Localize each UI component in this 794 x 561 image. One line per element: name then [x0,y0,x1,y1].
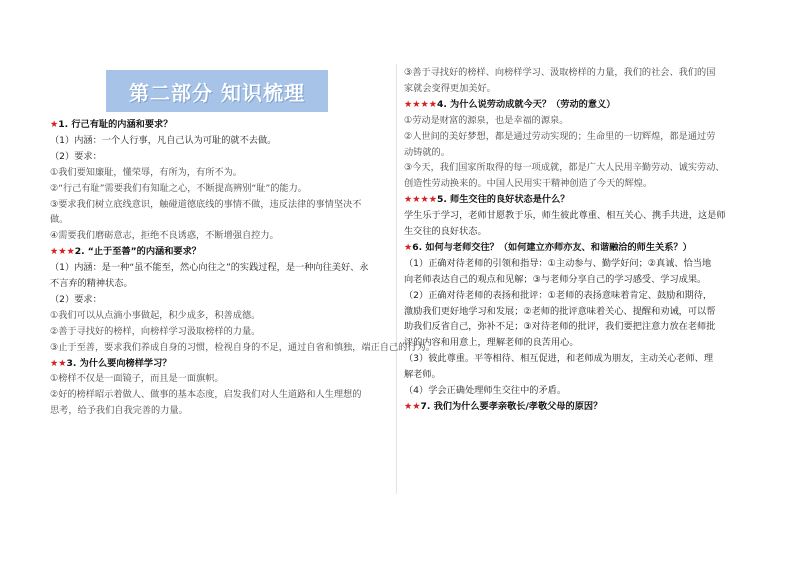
text-line [50,294,102,306]
line-text: （2）要求： [50,293,102,305]
text-line [50,230,279,242]
line-text: ②人世间的美好梦想，都是通过劳动实现的；生命里的一切辉煌，都是通过劳 [404,130,716,142]
text-line [50,405,188,417]
line-text: 解老师。 [404,369,441,381]
line-text: 5. 师生交往的良好状态是什么？ [436,194,570,206]
text-line [404,131,715,143]
question-heading [404,401,602,413]
line-text: ③善于寻找好的榜样、向榜样学习、汲取榜样的力量，我们的社会、我们的国 [404,67,716,78]
line-text: （2）要求： [50,150,102,162]
line-text: ①我们可以从点滴小事做起，积少成多，积善成德。 [50,309,261,321]
text-line [404,290,712,302]
text-line [50,373,224,385]
text-line [404,178,652,190]
line-text: 3. 为什么要向榜样学习？ [66,357,172,369]
importance-stars: ★ [404,241,413,253]
line-text: 1. 行己有耻的内涵和要求？ [58,119,173,130]
text-line [50,310,260,322]
text-line [50,262,369,274]
text-line [404,369,441,381]
text-line [50,199,361,211]
text-line [50,326,260,338]
line-text: 评的内容和用意上，理解老师的良苦用心。 [404,337,579,349]
line-text: （1）内涵：是一种“虽不能至，然心向往之”的实践过程，是一种向往美好、永 [50,262,369,274]
text-line [404,162,725,174]
text-line [50,389,361,401]
question-heading [404,194,569,206]
line-text: 学生乐于学习，老师甘愿教于乐，师生彼此尊重、相互关心、携手共进，这是师 [404,210,726,222]
line-text: 向老师表达自己的观点和见解；③与老师分享自己的学习感受、学习成果。 [404,273,707,285]
column-divider [396,64,397,494]
text-line [50,214,68,226]
importance-stars: ★★ [404,400,421,412]
line-text: 6. 如何与老师交往？（如何建立亦师亦友、和谐融洽的师生关系？） [412,241,692,253]
line-text: 生交往的良好状态。 [404,226,487,237]
text-line [50,278,133,290]
text-line [404,306,715,318]
question-heading [404,99,615,111]
line-text: （2）正确对待老师的表扬和批评：①老师的表扬意味着肯定、鼓励和期待， [404,289,713,301]
line-text: 2. “止于至善”的内涵和要求？ [74,246,201,258]
text-line [404,115,568,127]
line-text: ①榜样不仅是一面镜子，而且是一面旗帜。 [50,373,224,385]
line-text: ②善于寻找好的榜样，向榜样学习汲取榜样的力量。 [50,325,261,337]
line-text: 激励我们更好地学习和发展；②老师的批评意味着关心、提醒和劝诫，可以帮 [404,305,716,317]
line-text: ③今天，我们国家所取得的每一项成就，都是广大人民用辛勤劳动、诚实劳动、 [404,162,725,174]
line-text: 4. 为什么说劳动成就今天？（劳动的意义） [436,98,616,110]
line-text: ②“行己有耻”需要我们有知耻之心，不断提高辨别“耻”的能力。 [50,182,307,194]
importance-stars: ★★★★ [404,194,437,206]
text-line [404,83,496,95]
section-title: 第二部分 知识梳理 [129,80,305,105]
line-text: ③要求我们树立底线意识，触碰道德底线的事情不做，违反法律的事情坚决不 [50,198,362,210]
text-line [404,226,487,238]
line-text: ③止于至善，要求我们养成自身的习惯，检视自身的不足，通过自省和慎独，端正自己的行为。 [50,341,435,353]
text-line [404,337,579,349]
line-text: 不言弃的精神状态。 [50,278,133,289]
line-text: 创造性劳动换来的。中国人民用实干精神创造了今天的辉煌。 [404,178,653,190]
importance-stars: ★★★ [50,246,75,258]
question-heading [50,358,171,370]
text-line [404,147,450,159]
text-line [50,342,435,354]
line-text: ①我们要知廉耻，懂荣辱，有所为，有所不为。 [50,166,242,178]
line-text: 动铸就的。 [404,146,450,158]
line-text: 7. 我们为什么要孝亲敬长/孝敬父母的原因？ [420,400,603,412]
line-text: ④需要我们磨砺意志，拒绝不良诱惑，不断增强自控力。 [50,230,279,242]
line-text: ①劳动是财富的源泉，也是幸福的源泉。 [404,114,569,126]
question-heading [404,242,692,254]
line-text: （4）学会正确处理师生交往中的矛盾。 [404,385,567,396]
importance-stars: ★ [50,119,59,130]
line-text: （1）内涵：一个人行事，凡自己认为可耻的就不去做。 [50,134,277,146]
section-title-banner [106,70,328,112]
line-text: ②好的榜样昭示着做人、做事的基本态度，启发我们对人生道路和人生理想的 [50,389,362,401]
text-line [404,321,715,333]
question-heading [50,246,201,258]
line-text: 做。 [50,214,69,226]
text-line [404,210,726,222]
importance-stars: ★★ [50,357,67,369]
question-heading [50,119,172,131]
text-line [50,135,276,147]
line-text: 助我们反省自己，弥补不足；③对待老师的批评，我们要把注意力放在老师批 [404,321,716,333]
line-text: 家就会变得更加美好。 [404,82,496,94]
line-text: （1）正确对待老师的引领和指导：①主动参与、勤学好问；②真诚、恰当地 [404,257,712,269]
text-line [50,151,102,163]
line-text: 思考，给予我们自我完善的力量。 [50,405,188,417]
line-text: （3）彼此尊重。平等相待、相互促进，和老师成为朋友，主动关心老师、理 [404,353,714,365]
text-line [404,274,706,286]
text-line [404,67,715,79]
text-line [50,167,242,179]
text-line [50,183,307,195]
text-line [404,353,713,365]
text-line [404,258,711,270]
text-line [404,385,566,397]
importance-stars: ★★★★ [404,98,437,110]
